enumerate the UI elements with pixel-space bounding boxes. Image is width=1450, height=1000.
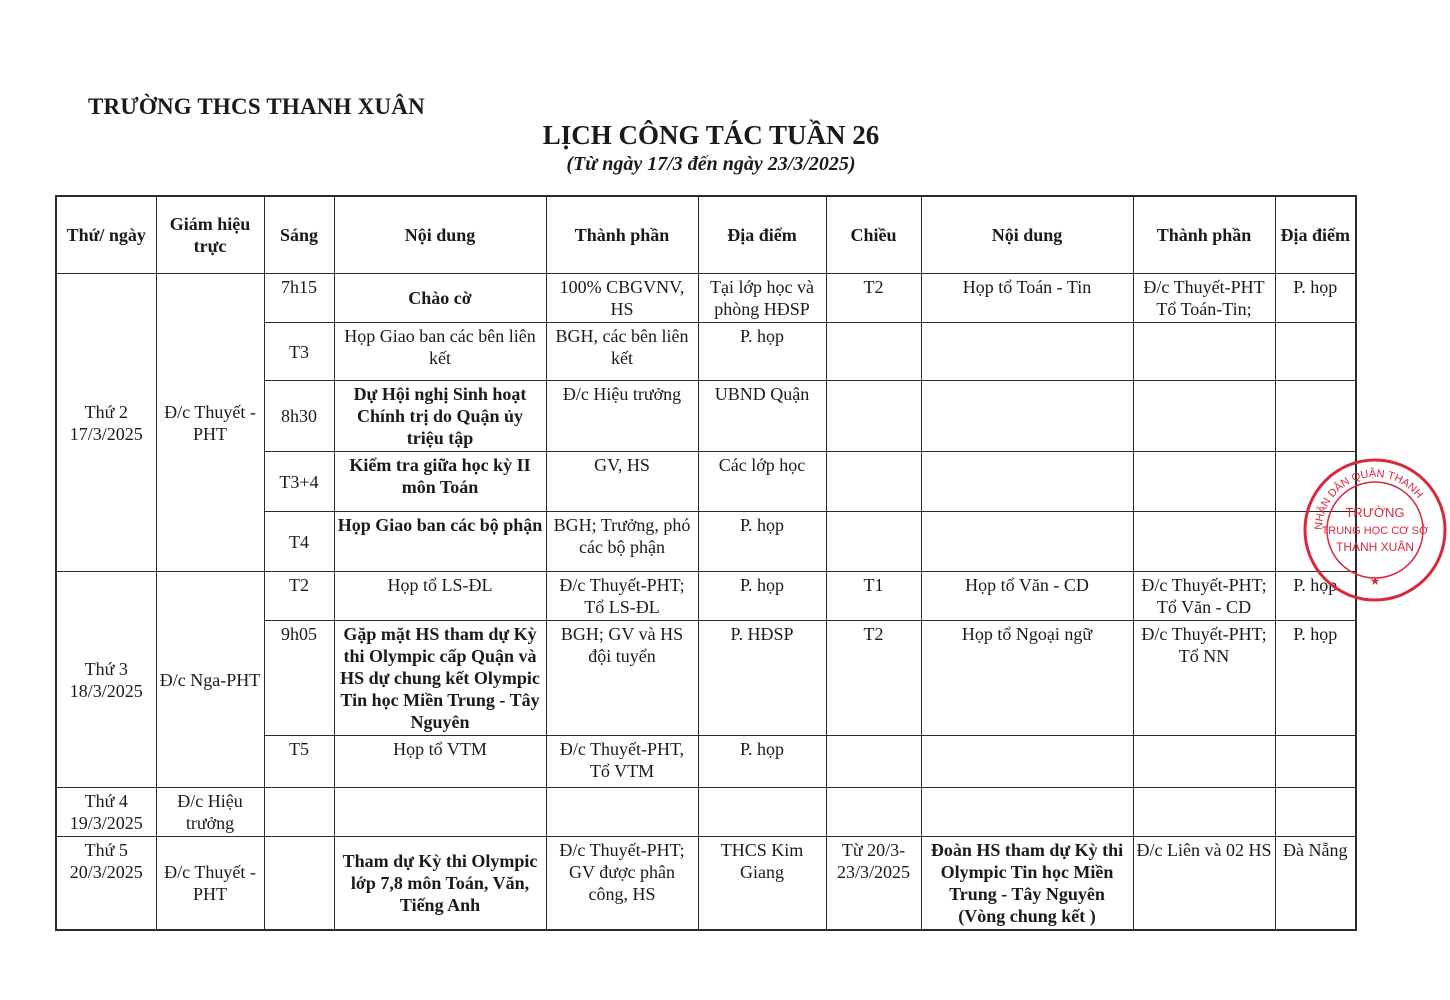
duty-cell: Đ/c Thuyết -PHT (156, 274, 264, 572)
day-cell (56, 274, 156, 572)
seal-ring-text: NHÂN DÂN QUẬN THANH (1312, 467, 1426, 531)
col-participants-am: Thành phần (546, 196, 698, 274)
school-name: TRƯỜNG THCS THANH XUÂN (88, 94, 425, 119)
col-participants-pm: Thành phần (1133, 196, 1275, 274)
participants-cell (546, 788, 698, 837)
official-seal-icon (1300, 455, 1450, 605)
time-cell: T5 (264, 736, 334, 788)
content-cell: Dự Hội nghị Sinh hoạt Chính trị do Quận ủy triệu tập (334, 381, 546, 452)
content-cell: Gặp mặt HS tham dự Kỳ thi Olympic cấp Quận và HS dự chung kết Olympic Tin học Miền Trung - Tây Nguyên (334, 621, 546, 736)
day-cell (56, 837, 156, 931)
content-cell: Họp Giao ban các bên liên kết (334, 323, 546, 381)
pm-participants-cell (1133, 736, 1275, 788)
content-cell (334, 788, 546, 837)
pm-content-cell: Họp tổ Ngoại ngữ (921, 621, 1133, 736)
pm-content-cell (921, 788, 1133, 837)
pm-place-cell (1275, 323, 1356, 381)
pm-participants-cell (1133, 381, 1275, 452)
pm-content-cell (921, 323, 1133, 381)
day-label: Thứ 4 (84, 791, 128, 811)
place-cell: P. họp (698, 572, 826, 621)
pm-time-cell (826, 512, 921, 572)
page-title: LỊCH CÔNG TÁC TUẦN 26 (542, 120, 880, 150)
page-subtitle: (Từ ngày 17/3 đến ngày 23/3/2025) (566, 153, 856, 175)
pm-place-cell (1275, 381, 1356, 452)
place-cell: Tại lớp học và phòng HĐSP (698, 274, 826, 323)
table-row (56, 572, 1356, 621)
pm-time-cell: Từ 20/3-23/3/2025 (826, 837, 921, 931)
pm-time-cell: T1 (826, 572, 921, 621)
pm-participants-cell: Đ/c Thuyết-PHT Tổ Toán-Tin; (1133, 274, 1275, 323)
pm-time-cell (826, 788, 921, 837)
duty-cell: Đ/c Nga-PHT (156, 572, 264, 788)
pm-content-cell (921, 512, 1133, 572)
col-morning: Sáng (264, 196, 334, 274)
col-duty: Giám hiệu trực (156, 196, 264, 274)
pm-participants-cell: Đ/c Thuyết-PHT; Tổ Văn - CD (1133, 572, 1275, 621)
place-cell (698, 788, 826, 837)
participants-cell: Đ/c Thuyết-PHT; GV được phân công, HS (546, 837, 698, 931)
content-cell: Họp Giao ban các bộ phận (334, 512, 546, 572)
participants-cell: BGH; Trưởng, phó các bộ phận (546, 512, 698, 572)
content-cell: Kiểm tra giữa học kỳ II môn Toán (334, 452, 546, 512)
time-cell (264, 837, 334, 931)
pm-participants-cell: Đ/c Liên và 02 HS (1133, 837, 1275, 931)
day-cell (56, 572, 156, 788)
day-date: 17/3/2025 (69, 423, 143, 444)
pm-content-cell: Đoàn HS tham dự Kỳ thi Olympic Tin học Miền Trung - Tây Nguyên (Vòng chung kết ) (921, 837, 1133, 931)
participants-cell: BGH, các bên liên kết (546, 323, 698, 381)
day-label: Thứ 5 (84, 840, 128, 860)
table-row (56, 837, 1356, 931)
pm-participants-cell (1133, 788, 1275, 837)
col-content-pm: Nội dung (921, 196, 1133, 274)
seal-line-2: TRUNG HỌC CƠ SỞ (1321, 525, 1429, 537)
day-date: 19/3/2025 (69, 813, 143, 833)
day-cell (56, 788, 156, 837)
col-place-pm: Địa điểm (1275, 196, 1356, 274)
content-cell: Họp tổ VTM (334, 736, 546, 788)
pm-time-cell (826, 381, 921, 452)
place-cell: Các lớp học (698, 452, 826, 512)
time-cell: T3+4 (264, 452, 334, 512)
pm-place-cell (1275, 736, 1356, 788)
time-cell: 7h15 (264, 274, 334, 323)
time-cell: T3 (264, 323, 334, 381)
seal-star-icon: ★ (1369, 574, 1381, 588)
schedule-table (55, 195, 1357, 931)
participants-cell: Đ/c Hiệu trưởng (546, 381, 698, 452)
pm-place-cell: P. họp (1275, 572, 1356, 621)
participants-cell: 100% CBGVNV, HS (546, 274, 698, 323)
place-cell: P. họp (698, 736, 826, 788)
pm-content-cell (921, 736, 1133, 788)
seal-line-3: THANH XUÂN (1335, 540, 1415, 554)
content-cell: Tham dự Kỳ thi Olympic lớp 7,8 môn Toán, Văn, Tiếng Anh (334, 837, 546, 931)
pm-participants-cell: Đ/c Thuyết-PHT; Tổ NN (1133, 621, 1275, 736)
participants-cell: BGH; GV và HS đội tuyển (546, 621, 698, 736)
place-cell: P. họp (698, 512, 826, 572)
pm-participants-cell (1133, 323, 1275, 381)
time-cell (264, 788, 334, 837)
pm-place-cell: P. họp (1275, 274, 1356, 323)
day-date: 18/3/2025 (69, 680, 143, 701)
pm-place-cell: P. họp (1275, 621, 1356, 736)
pm-place-cell: Đà Nẵng (1275, 837, 1356, 931)
table-row (56, 274, 1356, 323)
pm-content-cell (921, 381, 1133, 452)
col-content-am: Nội dung (334, 196, 546, 274)
pm-place-cell (1275, 788, 1356, 837)
pm-participants-cell (1133, 452, 1275, 512)
pm-participants-cell (1133, 512, 1275, 572)
day-date: 20/3/2025 (69, 862, 143, 882)
pm-time-cell (826, 323, 921, 381)
table-row (56, 788, 1356, 837)
place-cell: P. họp (698, 323, 826, 381)
content-cell: Họp tổ LS-ĐL (334, 572, 546, 621)
place-cell: P. HĐSP (698, 621, 826, 736)
participants-cell: Đ/c Thuyết-PHT, Tổ VTM (546, 736, 698, 788)
duty-cell: Đ/c Thuyết - PHT (156, 837, 264, 931)
header-row (56, 196, 1356, 274)
time-cell: 8h30 (264, 381, 334, 452)
col-afternoon: Chiều (826, 196, 921, 274)
day-label: Thứ 3 (84, 658, 128, 679)
pm-content-cell: Họp tổ Văn - CD (921, 572, 1133, 621)
place-cell: UBND Quận (698, 381, 826, 452)
time-cell: T4 (264, 512, 334, 572)
pm-time-cell (826, 736, 921, 788)
pm-time-cell: T2 (826, 274, 921, 323)
participants-cell: GV, HS (546, 452, 698, 512)
pm-content-cell: Họp tổ Toán - Tin (921, 274, 1133, 323)
time-cell: 9h05 (264, 621, 334, 736)
seal-line-1: TRƯỜNG (1345, 505, 1405, 520)
content-cell: Chào cờ (334, 274, 546, 323)
day-label: Thứ 2 (84, 401, 128, 422)
participants-cell: Đ/c Thuyết-PHT; Tổ LS-ĐL (546, 572, 698, 621)
pm-time-cell (826, 452, 921, 512)
pm-content-cell (921, 452, 1133, 512)
pm-time-cell: T2 (826, 621, 921, 736)
place-cell: THCS Kim Giang (698, 837, 826, 931)
duty-cell: Đ/c Hiệu trưởng (156, 788, 264, 837)
col-place-am: Địa điểm (698, 196, 826, 274)
time-cell: T2 (264, 572, 334, 621)
col-day: Thứ/ ngày (56, 196, 156, 274)
